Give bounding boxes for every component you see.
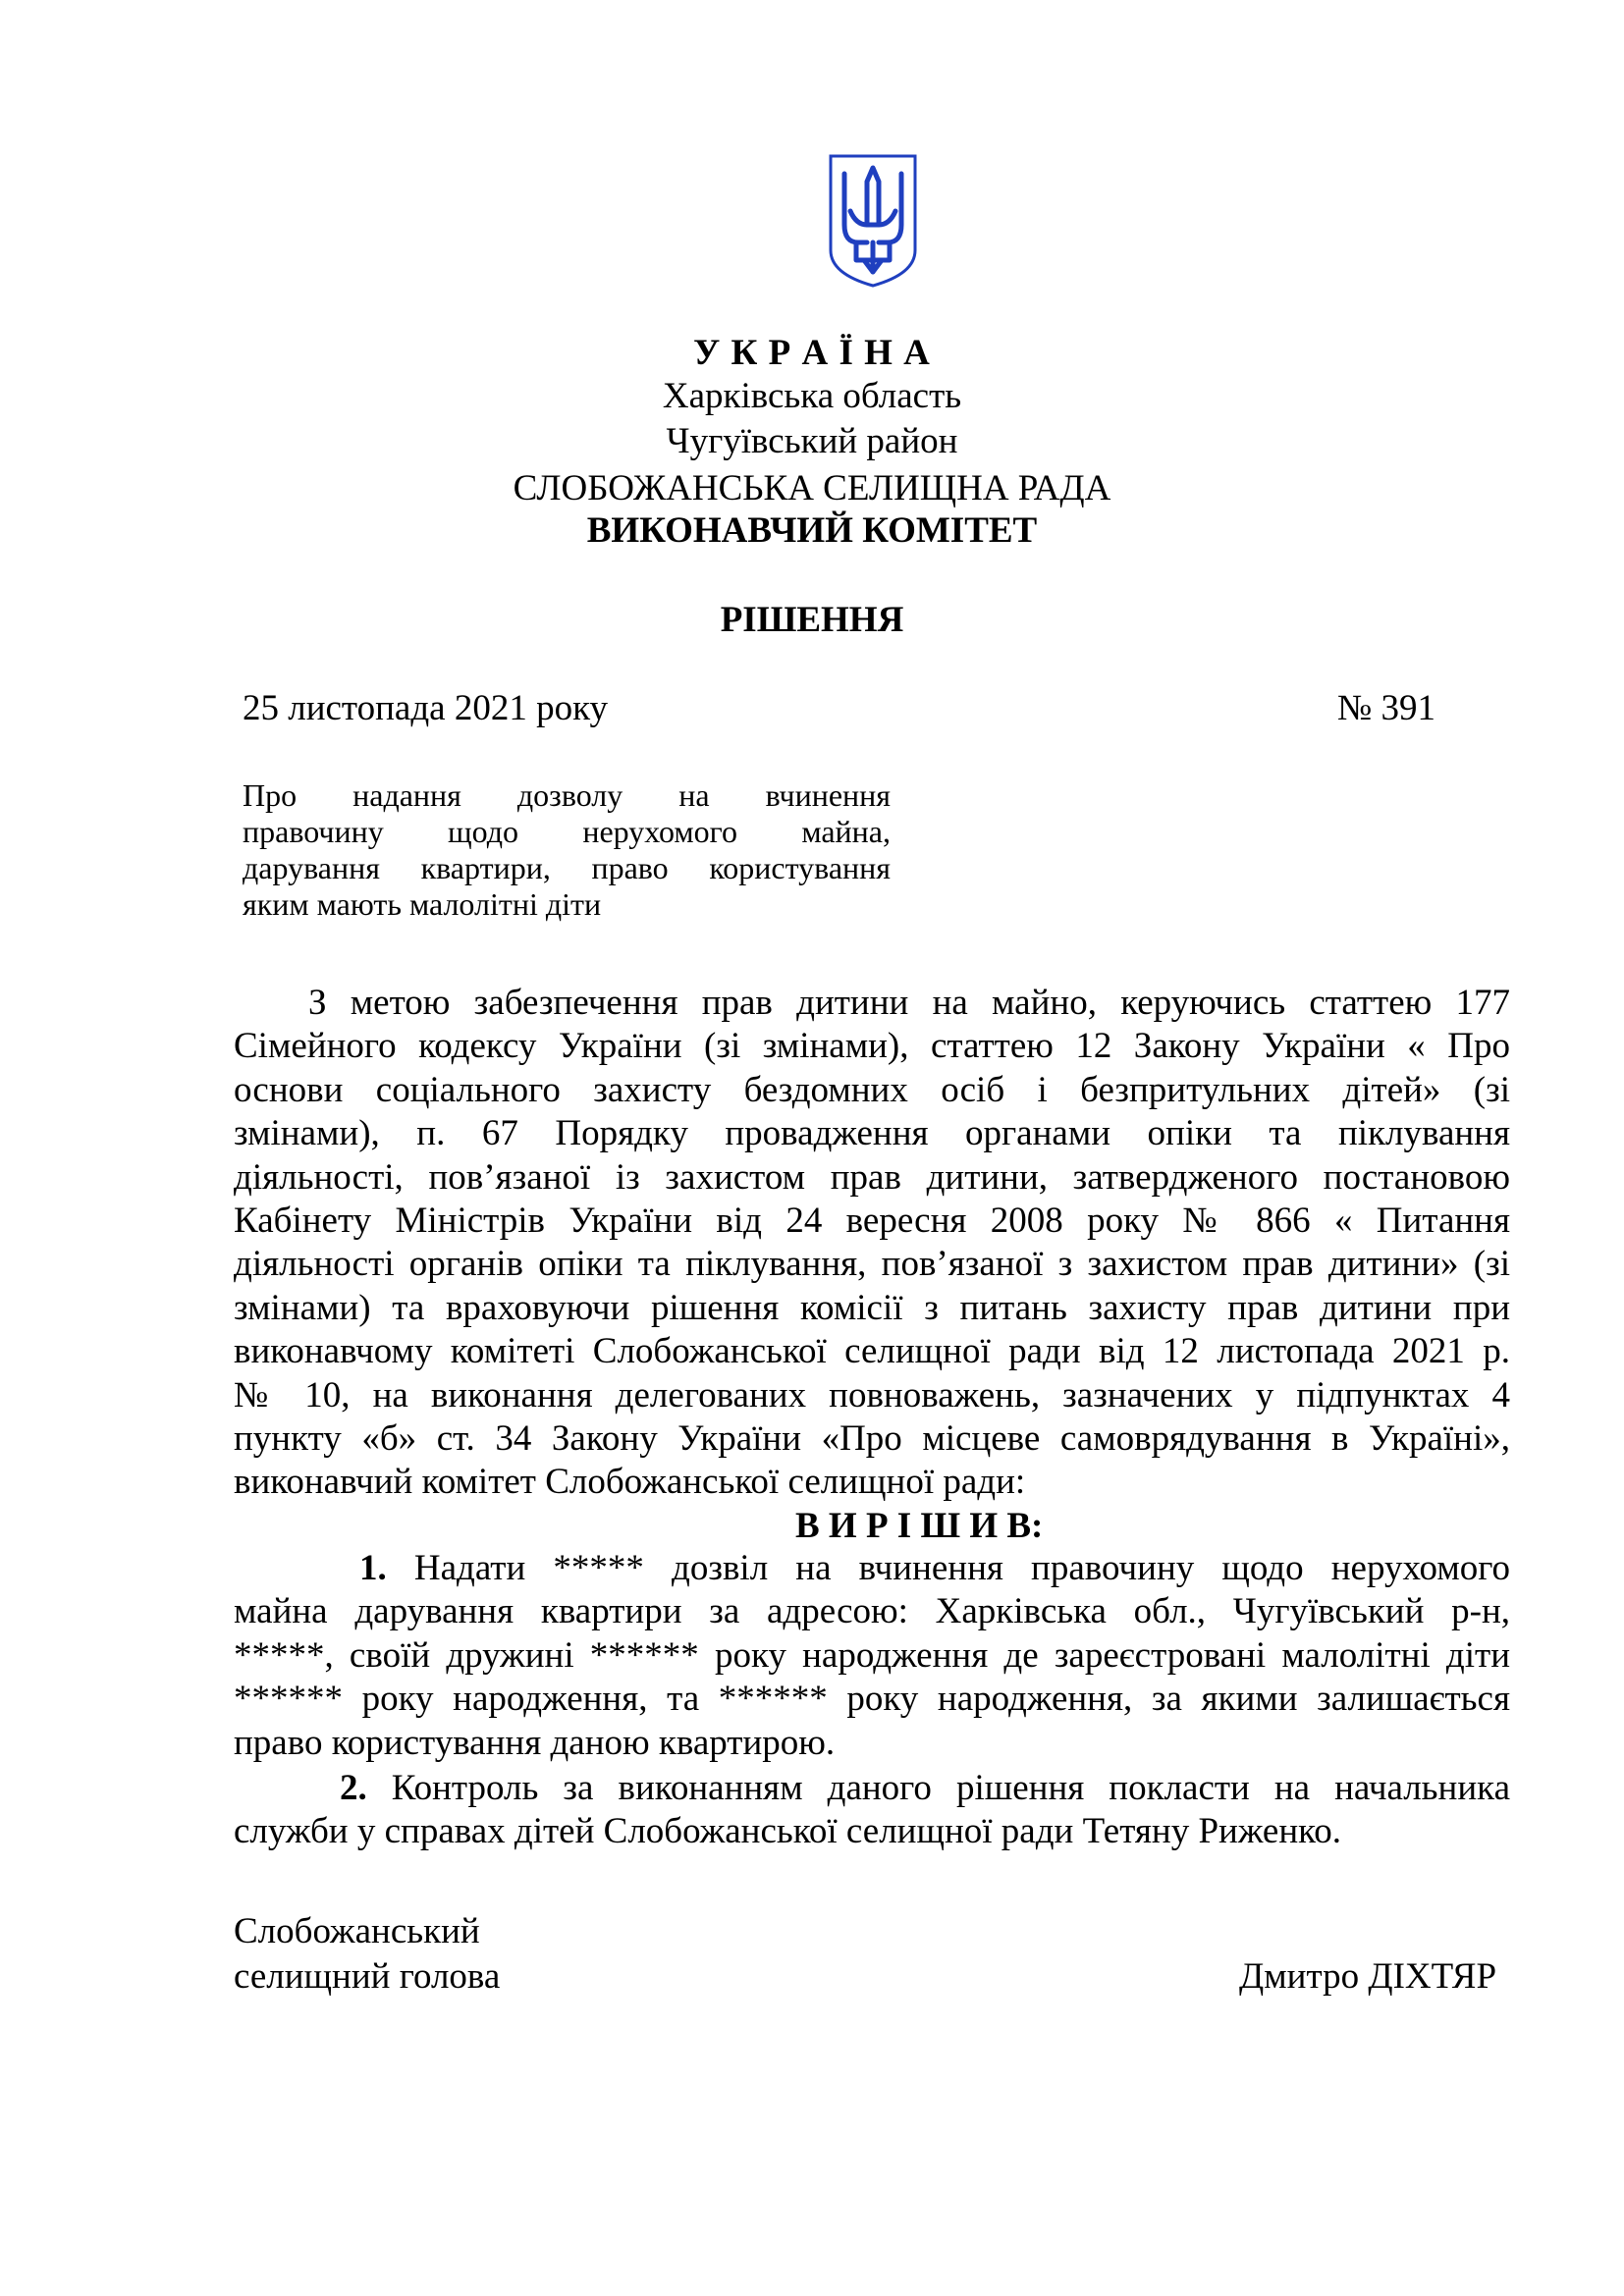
item-line: *****, своїй дружині ****** року народження де зареєстровані малолітні діти [234,1634,1510,1676]
coat-of-arms-icon [827,152,919,290]
item-line: Контроль за виконанням даного рішення покласти на начальника [391,1768,1511,1808]
preamble-line: Кабінету Міністрів України від 24 вересня 2008 року № 866 « Питання [234,1200,1510,1241]
item-line: ****** року народження, та ****** року народження, за якими залишається [234,1679,1510,1720]
subject-block [243,777,891,923]
signatory-title-line-1: Слобожанський [234,1911,480,1951]
item-line: служби у справах дітей Слобожанської селищної ради Тетяну Риженко. [234,1811,1341,1852]
doc-type-heading: РІШЕННЯ [720,600,904,640]
decision-date: 25 листопада 2021 року [243,688,609,728]
signatory-name: Дмитро ДІХТЯР [1239,1956,1497,1997]
preamble-line: пункту «б» ст. 34 Закону України «Про місцеве самоврядування в Україні», [234,1417,1510,1459]
region-line: Харківська область [662,376,962,416]
subject-line: дарування квартири, право користування [243,850,891,885]
preamble-line: змінами) та враховуючи рішення комісії з питань захисту прав дитини при [234,1287,1510,1328]
preamble-line: З метою забезпечення прав дитини на майно, керуючись статтею 177 [308,983,1510,1023]
preamble-line: виконавчому комітеті Слобожанської селищної ради від 12 листопада 2021 р. [234,1331,1510,1372]
decision-item-1 [234,1547,1510,1765]
committee-line: ВИКОНАВЧИЙ КОМІТЕТ [586,510,1038,551]
preamble-line: Сімейного кодексу України (зі змінами), статтею 12 Закону України « Про [234,1026,1510,1067]
item-line: право користування даною квартирою. [234,1722,836,1763]
preamble-line: виконавчий комітет Слобожанської селищної ради: [234,1462,1026,1503]
decision-number: № 391 [1337,688,1436,728]
item-number: 1. [359,1548,387,1588]
item-number: 2. [340,1768,367,1808]
subject-line: правочину щодо нерухомого майна, [243,814,891,849]
subject-line: Про надання дозволу на вчинення [243,777,891,813]
district-line: Чугуївський район [666,421,958,461]
council-line: СЛОБОЖАНСЬКА СЕЛИЩНА РАДА [513,468,1111,508]
preamble-line: діяльності, пов’язаної із захистом прав дитини, затвердженого постановою [234,1156,1510,1198]
country-heading: У К Р А Ї Н А [693,333,931,373]
preamble-paragraph [234,982,1510,1505]
subject-line: яким мають малолітні діти [243,886,602,922]
preamble-line: змінами), п. 67 Порядку провадження органами опіки та піклування [234,1113,1510,1154]
decision-item-2 [234,1767,1510,1854]
preamble-line: діяльності органів опіки та піклування, пов’язаної з захистом прав дитини» (зі [234,1244,1510,1285]
preamble-line: № 10, на виконання делегованих повноважень, зазначених у підпунктах 4 [234,1374,1510,1415]
preamble-line: основи соціального захисту бездомних осіб і безпритульних дітей» (зі [234,1069,1510,1110]
decided-heading: В И Р І Ш И В: [795,1506,1044,1546]
item-line: майна дарування квартири за адресою: Харківська обл., Чугуївський р-н, [234,1591,1510,1632]
signatory-title-line-2: селищний голова [234,1956,501,1997]
item-line: Надати ***** дозвіл на вчинення правочину щодо нерухомого [413,1548,1511,1588]
